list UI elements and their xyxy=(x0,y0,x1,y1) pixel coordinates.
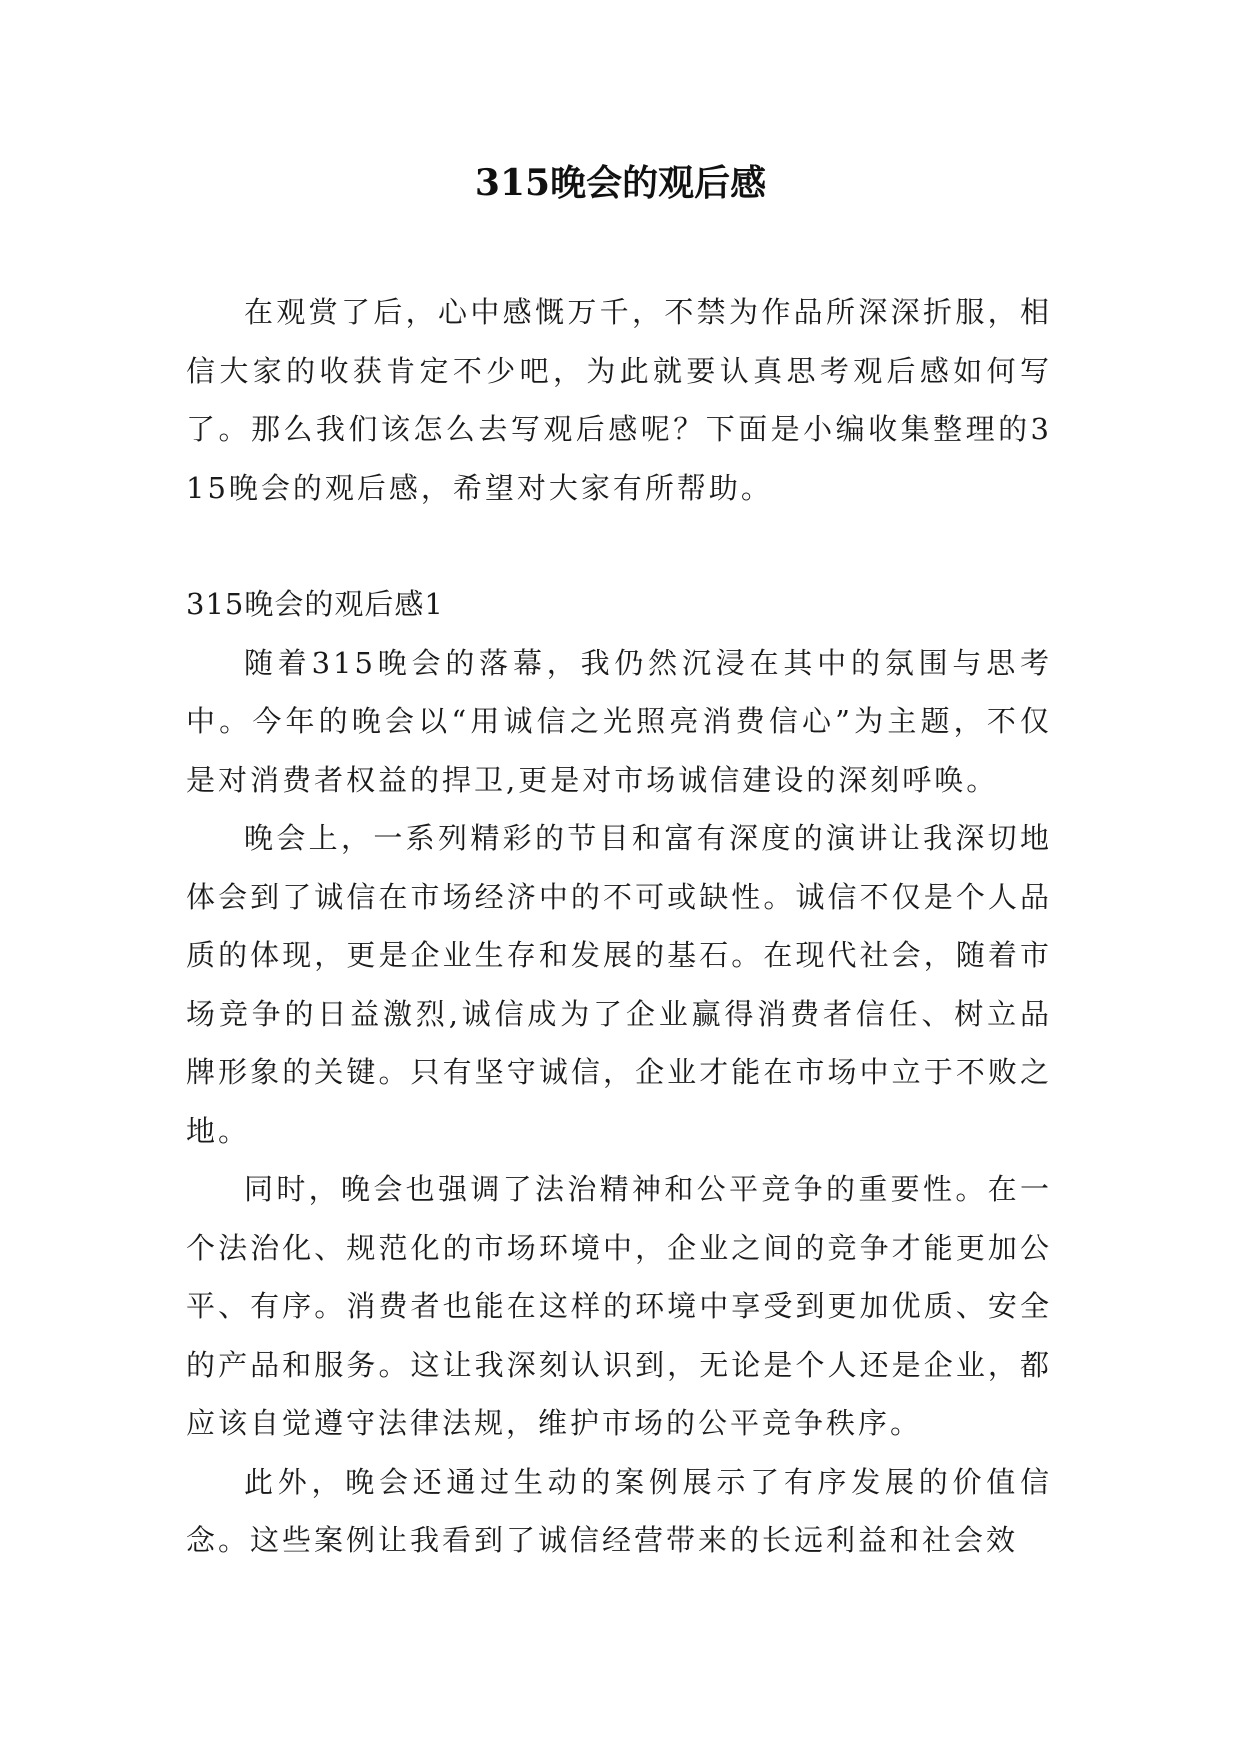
document-body xyxy=(186,283,1052,1570)
section-heading: 315晚会的观后感1 xyxy=(186,587,444,621)
body-paragraph: 同时，晚会也强调了法治精神和公平竞争的重要性。在一个法治化、规范化的市场环境中，企业之间的竞争才能更加公平、有序。消费者也能在这样的环境中享受到更加优质、安全的产品和服务。这让我深刻认识到，无论是个人还是企业，都应该自觉遵守法律法规，维护市场的公平竞争秩序。 xyxy=(186,1172,1052,1440)
body-paragraph: 随着315晚会的落幕，我仍然沉浸在其中的氛围与思考中。今年的晚会以“用诚信之光照亮消费信心”为主题，不仅是对消费者权益的捍卫,更是对市场诚信建设的深刻呼唤。 xyxy=(186,645,1052,797)
document-title: 315晚会的观后感 xyxy=(474,162,767,204)
section xyxy=(186,575,1052,1570)
intro-paragraph: 在观赏了后，心中感慨万千，不禁为作品所深深折服，相信大家的收获肯定不少吧，为此就要认真思考观后感如何写了。那么我们该怎么去写观后感呢？下面是小编收集整理的315晚会的观后感，希望对大家有所帮助。 xyxy=(186,295,1052,505)
body-paragraph: 晚会上，一系列精彩的节目和富有深度的演讲让我深切地体会到了诚信在市场经济中的不可或缺性。诚信不仅是个人品质的体现，更是企业生存和发展的基石。在现代社会，随着市场竞争的日益激烈,诚信成为了企业赢得消费者信任、树立品牌形象的关键。只有坚守诚信，企业才能在市场中立于不败之地。 xyxy=(186,821,1052,1148)
body-paragraph: 此外，晚会还通过生动的案例展示了有序发展的价值信念。这些案例让我看到了诚信经营带来的长远利益和社会效 xyxy=(186,1464,1052,1557)
